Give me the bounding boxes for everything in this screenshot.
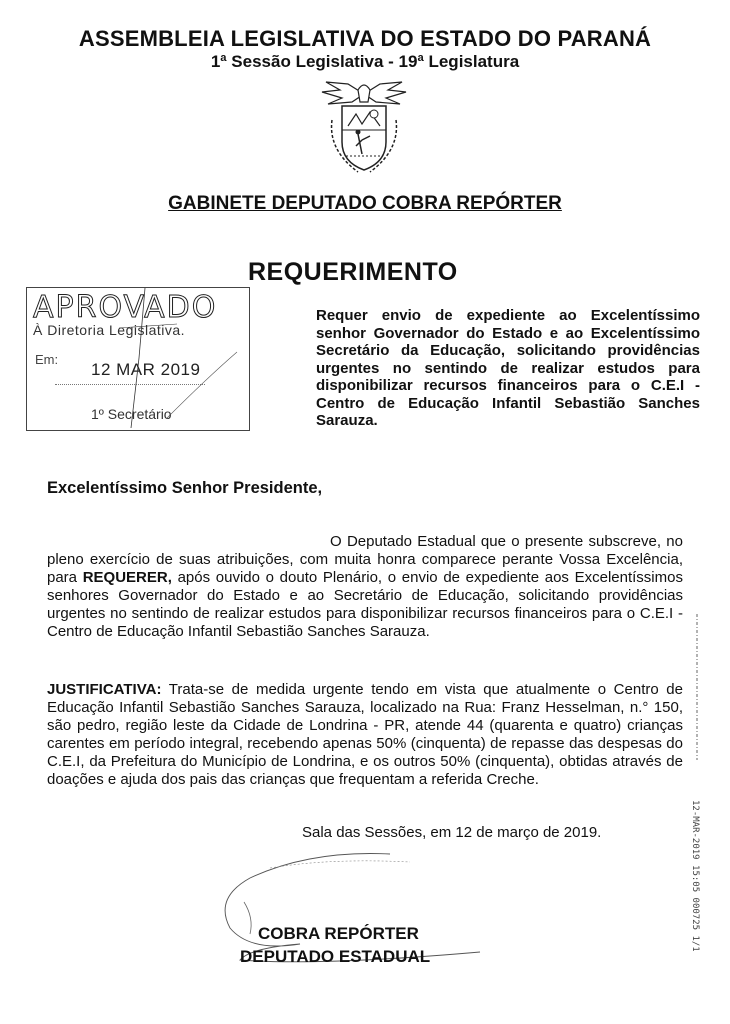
- document-title: REQUERIMENTO: [248, 258, 458, 286]
- side-stamp-graphic: [688, 612, 706, 762]
- stamp-signer: 1º Secretário: [91, 406, 172, 422]
- closing-date: Sala das Sessões, em 12 de março de 2019.: [302, 824, 602, 841]
- parana-coat-of-arms-icon: [318, 80, 410, 178]
- side-reception-stamp: [688, 612, 706, 762]
- stamp-signature-scribble: [27, 288, 249, 430]
- request-summary: Requer envio de expediente ao Excelentíssimo senhor Governador do Estado e ao Excelentíssimo Secretário da Educação, solicitando providências urgentes no sentindo de realizar estudos para disponibilizar recursos financeiros para o C.E.I - Centro de Educação Infantil Sebastião Sanches Sarauza.: [316, 307, 700, 429]
- session-subheading: 1ª Sessão Legislativa - 19ª Legislatura: [210, 52, 520, 71]
- side-protocol-stamp: [690, 800, 708, 952]
- stamp-recipient: À Diretoria Legislativa.: [33, 322, 186, 338]
- stamp-date: 12 MAR 2019: [91, 360, 201, 379]
- protocol-number: 12-MAR-2019 15:05 000725 1/1: [690, 800, 700, 952]
- office-heading: GABINETE DEPUTADO COBRA REPÓRTER: [168, 193, 562, 214]
- stamp-em-label: Em:: [35, 352, 59, 367]
- signer-name: COBRA REPÓRTER: [258, 924, 419, 943]
- request-paragraph: O Deputado Estadual que o presente subscreve, no pleno exercício de suas atribuições, com muita honra comparece perante Vossa Excelência, para REQUERER, após ouvido o douto Plenário, o envio de expediente aos Excelentíssimos senhores Governador do Estado e ao Secretário de Educação, solicitando providências urgentes no sentindo de realizar estudos para disponibilizar recursos financeiros para o C.E.I - Centro de Educação Infantil Sebastião Sanches Sarauza.: [47, 533, 683, 640]
- stamp-status: APROVADO: [33, 290, 218, 325]
- justification-label: JUSTIFICATIVA:: [47, 681, 162, 698]
- signer-role: DEPUTADO ESTADUAL: [240, 947, 431, 966]
- institution-heading: ASSEMBLEIA LEGISLATIVA DO ESTADO DO PARANÁ: [78, 26, 652, 51]
- greeting: Excelentíssimo Senhor Presidente,: [47, 479, 323, 497]
- justification-paragraph: JUSTIFICATIVA: Trata-se de medida urgente tendo em vista que atualmente o Centro de Educação Infantil Sebastião Sanches Sarauza, localizado na Rua: Franz Hesselman, n.° 150, são pedro, região leste da Cidade de Londrina - PR, atende 44 (quarenta e quatro) crianças carentes em período integral, recebendo apenas 50% (cinquenta) de repasse das despesas do C.E.I, da Prefeitura do Município de Londrina, e os outros 50% (cinquenta), obtidas através de doações e ajuda dos pais das crianças que frequentam a referida Creche.: [47, 681, 683, 788]
- approval-stamp: [26, 287, 250, 431]
- request-keyword: REQUERER,: [82, 569, 172, 586]
